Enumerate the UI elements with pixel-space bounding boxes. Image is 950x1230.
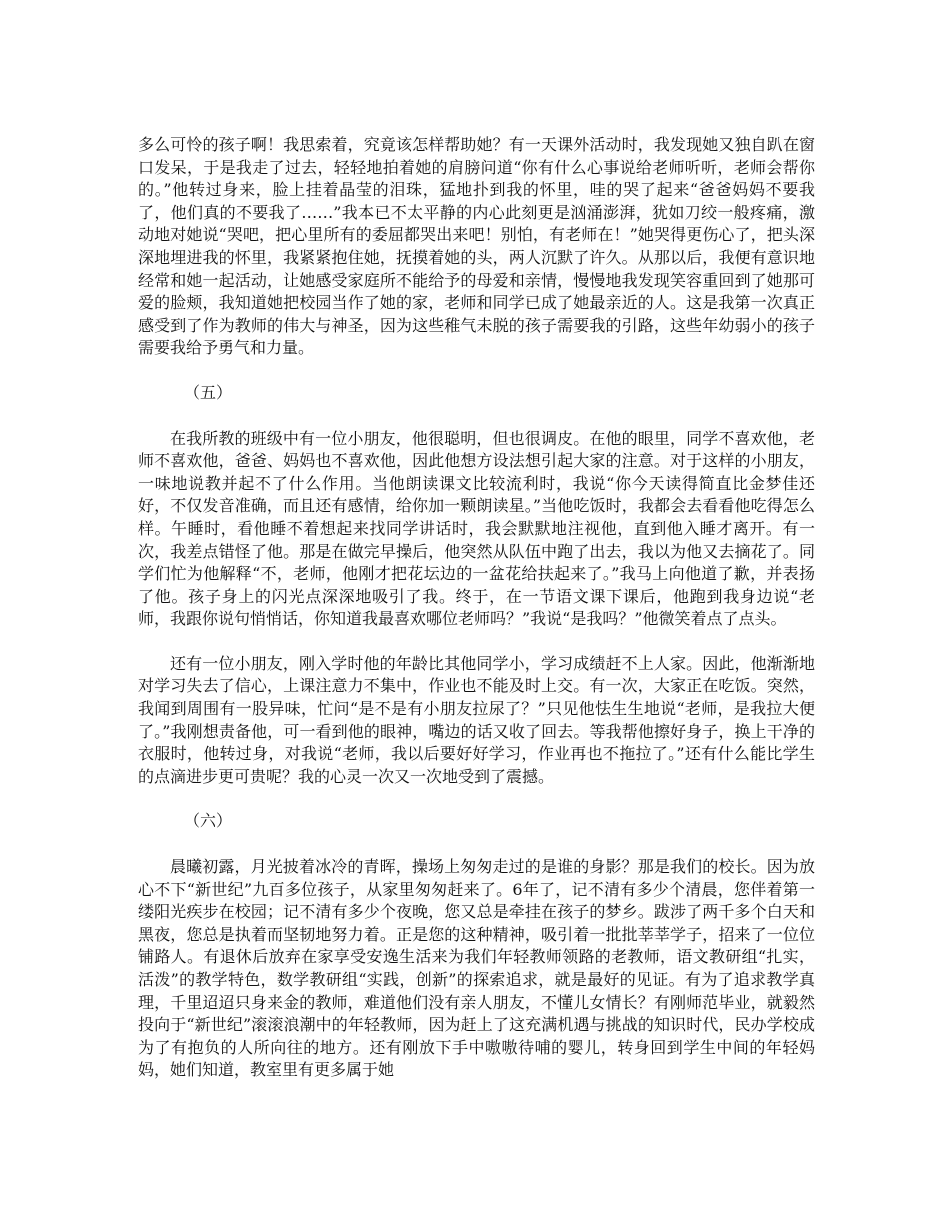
paragraph-principal: 晨曦初露，月光披着冰冷的青晖，操场上匆匆走过的是谁的身影？那是我们的校长。因为放心不下“新世纪”九百多位孩子，从家里匆匆赶来了。6年了，记不清有多少个清晨，您伴着第一缕阳光疾步在校园；记不清有多少个夜晚，您又总是牵挂在孩子的梦乡。跋涉了两千多个白天和黑夜，您总是执着而坚韧地努力着。正是您的这种精神，吸引着一批批莘莘学子，招来了一位位铺路人。有退休后放弃在家享受安逸生活来为我们年轻教师领路的老教师，语文教研组“扎实，活泼”的教学特色，数学教研组“实践，创新”的探索追求，就是最好的见证。有为了追求教学真理，千里迢迢只身来金的教师，难道他们没有亲人朋友，不懂儿女情长？有刚师范毕业，就毅然投向于“新世纪”滚滚浪潮中的年轻教师，因为赶上了这充满机遇与挑战的知识时代，民办学校成为了有抱负的人所向往的地方。还有刚放下手中嗷嗷待哺的婴儿，转身回到学生中间的年轻妈妈，她们知道，教室里有更多属于她 [138, 857, 815, 1080]
section-heading-six: （六） [184, 811, 233, 831]
paragraph-clever-child: 在我所教的班级中有一位小朋友，他很聪明，但也很调皮。在他的眼里，同学不喜欢他，老师不喜欢他，爸爸、妈妈也不喜欢他，因此他想方设法想引起大家的注意。对于这样的小朋友，一味地说教并起不了什么作用。当他朗读课文比较流利时，我说“你今天读得简直比金梦佳还好，不仅发音准确，而且还有感情，给你加一颗朗读星。”当他吃饭时，我都会去看看他吃得怎么样。午睡时，看他睡不着想起来找同学讲话时，我会默默地注视他，直到他入睡才离开。有一次，我差点错怪了他。那是在做完早操后，他突然从队伍中跑了出去，我以为他又去摘花了。同学们忙为他解释“不，老师，他刚才把花坛边的一盆花给扶起来了。”我马上向他道了歉，并表扬了他。孩子身上的闪光点深深地吸引了我。终于，在一节语文课下课后，他跑到我身边说“老师，我跟你说句悄悄话，你知道我最喜欢哪位老师吗？”我说“是我吗？”他微笑着点了点头。 [138, 428, 815, 629]
paragraph-continued-story: 多么可怜的孩子啊！我思索着，究竟该怎样帮助她？有一天课外活动时，我发现她又独自趴在窗口发呆，于是我走了过去，轻轻地拍着她的肩膀问道“你有什么心事说给老师听听，老师会帮你的。”他转过身来，脸上挂着晶莹的泪珠，猛地扑到我的怀里，哇的哭了起来“爸爸妈妈不要我了，他们真的不要我了……”我本已不太平静的内心此刻更是汹涌澎湃，犹如刀绞一般疼痛，激动地对她说“哭吧，把心里所有的委屈都哭出来吧！别怕，有老师在！”她哭得更伤心了，把头深深地埋进我的怀里，我紧紧抱住她，抚摸着她的头，两人沉默了许久。从那以后，我便有意识地经常和她一起活动，让她感受家庭所不能给予的母爱和亲情，慢慢地我发现笑容重回到了她那可爱的脸颊，我知道她把校园当作了她的家，老师和同学已成了她最亲近的人。这是我第一次真正感受到了作为教师的伟大与神圣，因为这些稚气未脱的孩子需要我的引路，这些年幼弱小的孩子需要我给予勇气和力量。 [138, 135, 815, 358]
section-heading-five: （五） [184, 382, 233, 402]
paragraph-younger-child: 还有一位小朋友，刚入学时他的年龄比其他同学小，学习成绩赶不上人家。因此，他渐渐地对学习失去了信心，上课注意力不集中，作业也不能及时上交。有一次，大家正在吃饭。突然，我闻到周围有一股异味，忙问“是不是有小朋友拉尿了？”只见他怯生生地说“老师，是我拉大便了。”我刚想责备他，可一看到他的眼神，嘴边的话又收了回去。等我帮他擦好身子，换上干净的衣服时，他转过身，对我说“老师，我以后要好好学习，作业再也不拖拉了。”还有什么能比学生的点滴进步更可贵呢？我的心灵一次又一次地受到了震撼。 [138, 653, 815, 786]
document-page [138, 134, 815, 1082]
